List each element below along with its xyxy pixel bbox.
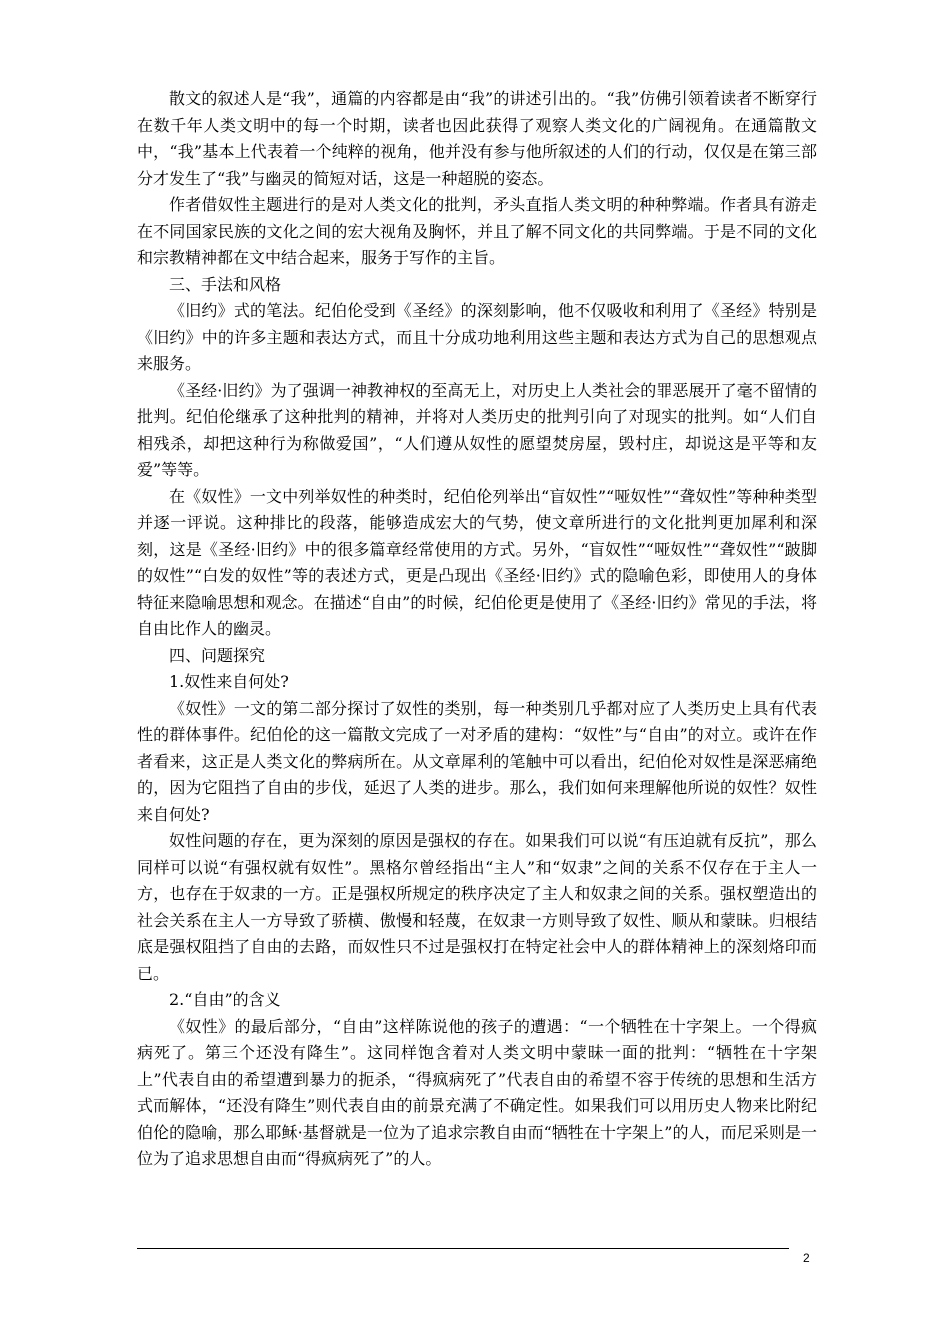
paragraph-cultural-critique: 作者借奴性主题进行的是对人类文化的批判，矛头直指人类文明的种种弊端。作者具有游走在不同国家民族的文化之间的宏大视角及胸怀，并且了解不同文化的共同弊端。于是不同的文化和宗教精神都在文中结合起来，服务于写作的主旨。 (137, 195, 817, 267)
page-number: 2 (803, 1251, 810, 1265)
paragraph-freedom-meaning: 《奴性》的最后部分，“自由”这样陈说他的孩子的遭遇：“一个牺牲在十字架上。一个得疯病死了。第三个还没有降生”。这同样饱含着对人类文明中蒙昧一面的批判：“牺牲在十字架上”代表自由的希望遭到暴力的扼杀，“得疯病死了”代表自由的希望不容于传统的思想和生活方式而解体，“还没有降生”则代表自由的前景充满了不确定性。如果我们可以用历史人物来比附纪伯伦的隐喻，那么耶稣·基督就是一位为了追求宗教自由而“牺牲在十字架上”的人，而尼采则是一位为了追求思想自由而“得疯病死了”的人。 (137, 1016, 817, 1168)
section-heading-technique-style: 三、手法和风格 (169, 274, 282, 294)
paragraph-old-testament-style: 《旧约》式的笔法。纪伯伦受到《圣经》的深刻影响，他不仅吸收和利用了《圣经》特别是《旧约》中的许多主题和表达方式，而且十分成功地利用这些主题和表达方式为自己的思想观点来服务。 (137, 301, 817, 373)
section-heading-inquiry: 四、问题探究 (169, 645, 266, 665)
body-text (137, 86, 817, 1173)
footer-rule (137, 1248, 789, 1249)
paragraph-servility-types: 在《奴性》一文中列举奴性的种类时，纪伯伦列举出“盲奴性”“哑奴性”“聋奴性”等种种类型并逐一评说。这种排比的段落，能够造成宏大的气势，使文章所进行的文化批判更加犀利和深刻，这是《圣经·旧约》中的很多篇章经常使用的方式。另外，“盲奴性”“哑奴性”“聋奴性”“跛脚的奴性”“白发的奴性”等的表述方式，更是凸现出《圣经·旧约》式的隐喻色彩，即使用人的身体特征来隐喻思想和观念。在描述“自由”的时候，纪伯伦更是使用了《圣经·旧约》常见的手法，将自由比作人的幽灵。 (137, 486, 817, 638)
paragraph-narrator: 散文的叙述人是“我”，通篇的内容都是由“我”的讲述引出的。“我”仿佛引领着读者不断穿行在数千年人类文明中的每一个时期，读者也因此获得了观察人类文化的广阔视角。在通篇散文中，“我”基本上代表着一个纯粹的视角，他并没有参与他所叙述的人们的行动，仅仅是在第三部分才发生了“我”与幽灵的简短对话，这是一种超脱的姿态。 (137, 89, 817, 188)
question-heading-freedom: 2.“自由”的含义 (169, 990, 281, 1009)
paragraph-bible-critique: 《圣经·旧约》为了强调一神教神权的至高无上，对历史上人类社会的罪恶展开了毫不留情的批判。纪伯伦继承了这种批判的精神，并将对人类历史的批判引向了对现实的批判。如“人们自相残杀，却把这种行为称做爱国”，“人们遵从奴性的愿望焚房屋，毁村庄，却说这是平等和友爱”等等。 (137, 380, 817, 479)
paragraph-servility-categories: 《奴性》一文的第二部分探讨了奴性的类别，每一种类别几乎都对应了人类历史上具有代表性的群体事件。纪伯伦的这一篇散文完成了一对矛盾的建构：“奴性”与“自由”的对立。或许在作者看来，这正是人类文化的弊病所在。从文章犀利的笔触中可以看出，纪伯伦对奴性是深恶痛绝的，因为它阻挡了自由的步伐，延迟了人类的进步。那么，我们如何来理解他所说的奴性？奴性来自何处? (137, 698, 817, 824)
paragraph-power-servility: 奴性问题的存在，更为深刻的原因是强权的存在。如果我们可以说“有压迫就有反抗”，那么同样可以说“有强权就有奴性”。黑格尔曾经指出“主人”和“奴隶”之间的关系不仅存在于主人一方，也存在于奴隶的一方。正是强权所规定的秩序决定了主人和奴隶之间的关系。强权塑造出的社会关系在主人一方导致了骄横、傲慢和轻蔑，在奴隶一方则导致了奴性、顺从和蒙昧。归根结底是强权阻挡了自由的去路，而奴性只不过是强权打在特定社会中人的群体精神上的深刻烙印而已。 (137, 831, 817, 983)
question-heading-origin: 1.奴性来自何处? (169, 672, 289, 691)
